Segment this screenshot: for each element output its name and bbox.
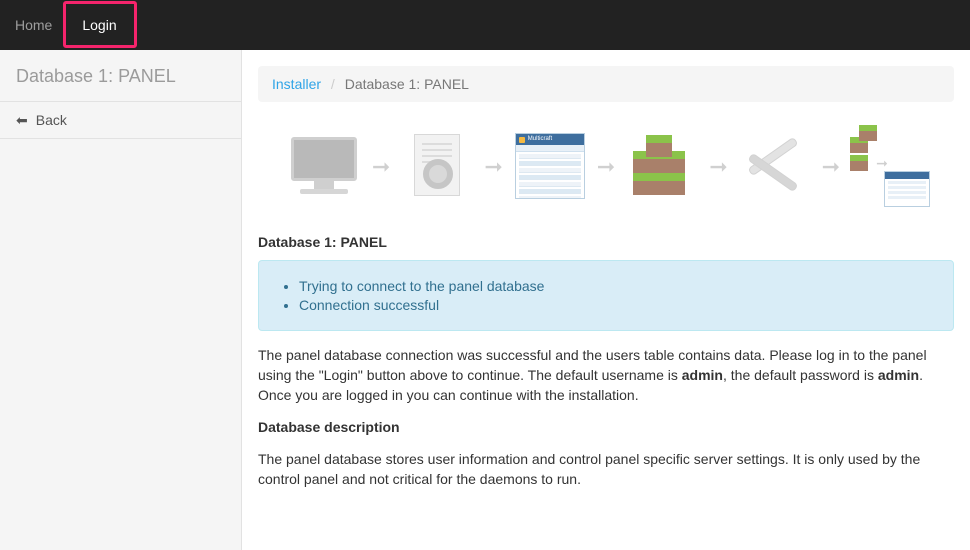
sidebar bbox=[0, 50, 242, 550]
config-document-gear-icon bbox=[400, 131, 474, 203]
breadcrumb-separator: / bbox=[330, 76, 335, 92]
arrow-right-icon: ➞ bbox=[371, 154, 391, 179]
installer-step-graphic bbox=[258, 102, 954, 220]
nav-item-login[interactable] bbox=[67, 0, 131, 50]
arrow-right-icon: ➞ bbox=[821, 154, 841, 179]
status-alert bbox=[258, 260, 954, 331]
arrow-right-icon: ➞ bbox=[484, 154, 503, 179]
sidebar-title: Database 1: PANEL bbox=[0, 50, 241, 102]
status-message-list bbox=[273, 278, 939, 313]
arrow-right-icon: ➞ bbox=[709, 154, 728, 179]
success-description bbox=[258, 345, 954, 405]
breadcrumb-link-installer[interactable]: Installer bbox=[272, 76, 322, 92]
database-description-text: The panel database stores user information and control panel specific server settings. It is only used by the control panel and not critical for the daemons to run. bbox=[258, 451, 921, 487]
top-navbar bbox=[0, 0, 970, 50]
list-item: • Trying to connect to the panel database bbox=[299, 278, 939, 294]
tools-icon bbox=[738, 131, 812, 203]
breadcrumb bbox=[258, 66, 954, 102]
breadcrumb-current: Database 1: PANEL bbox=[344, 76, 469, 92]
sidebar-item-back-label: Back bbox=[35, 112, 67, 128]
success-description-part1: The panel database connection was successful and the users table contains data. Please log in to the panel using the "Login" button above to continue. The default username is bbox=[258, 347, 927, 383]
success-description-part2: , the default password is bbox=[722, 367, 878, 383]
multicraft-panel-screenshot-icon bbox=[513, 131, 587, 203]
database-description-heading: Database description bbox=[258, 419, 400, 435]
success-description-part3: . Once you are logged in you can continue with the installation. bbox=[258, 367, 923, 403]
nav-item-home-label: Home bbox=[15, 17, 53, 33]
default-username-value: admin bbox=[681, 367, 723, 383]
arrow-right-icon: ➞ bbox=[596, 154, 616, 179]
blocks-and-panel-icon: ➞ bbox=[850, 131, 924, 203]
nav-item-home[interactable] bbox=[0, 0, 67, 50]
arrow-left-icon: ⬅ bbox=[16, 112, 28, 128]
main-content bbox=[242, 50, 970, 550]
sidebar-item-back[interactable] bbox=[0, 102, 241, 139]
page-body bbox=[0, 50, 970, 550]
panel-screenshot-title: Multicraft bbox=[516, 134, 584, 145]
page-title: Database 1: PANEL bbox=[258, 234, 387, 250]
list-item: • Connection successful bbox=[299, 297, 939, 313]
nav-item-login-label: Login bbox=[82, 17, 117, 33]
minecraft-blocks-icon bbox=[625, 131, 699, 203]
default-password-value: admin bbox=[877, 367, 920, 383]
server-monitor-icon bbox=[288, 131, 362, 203]
